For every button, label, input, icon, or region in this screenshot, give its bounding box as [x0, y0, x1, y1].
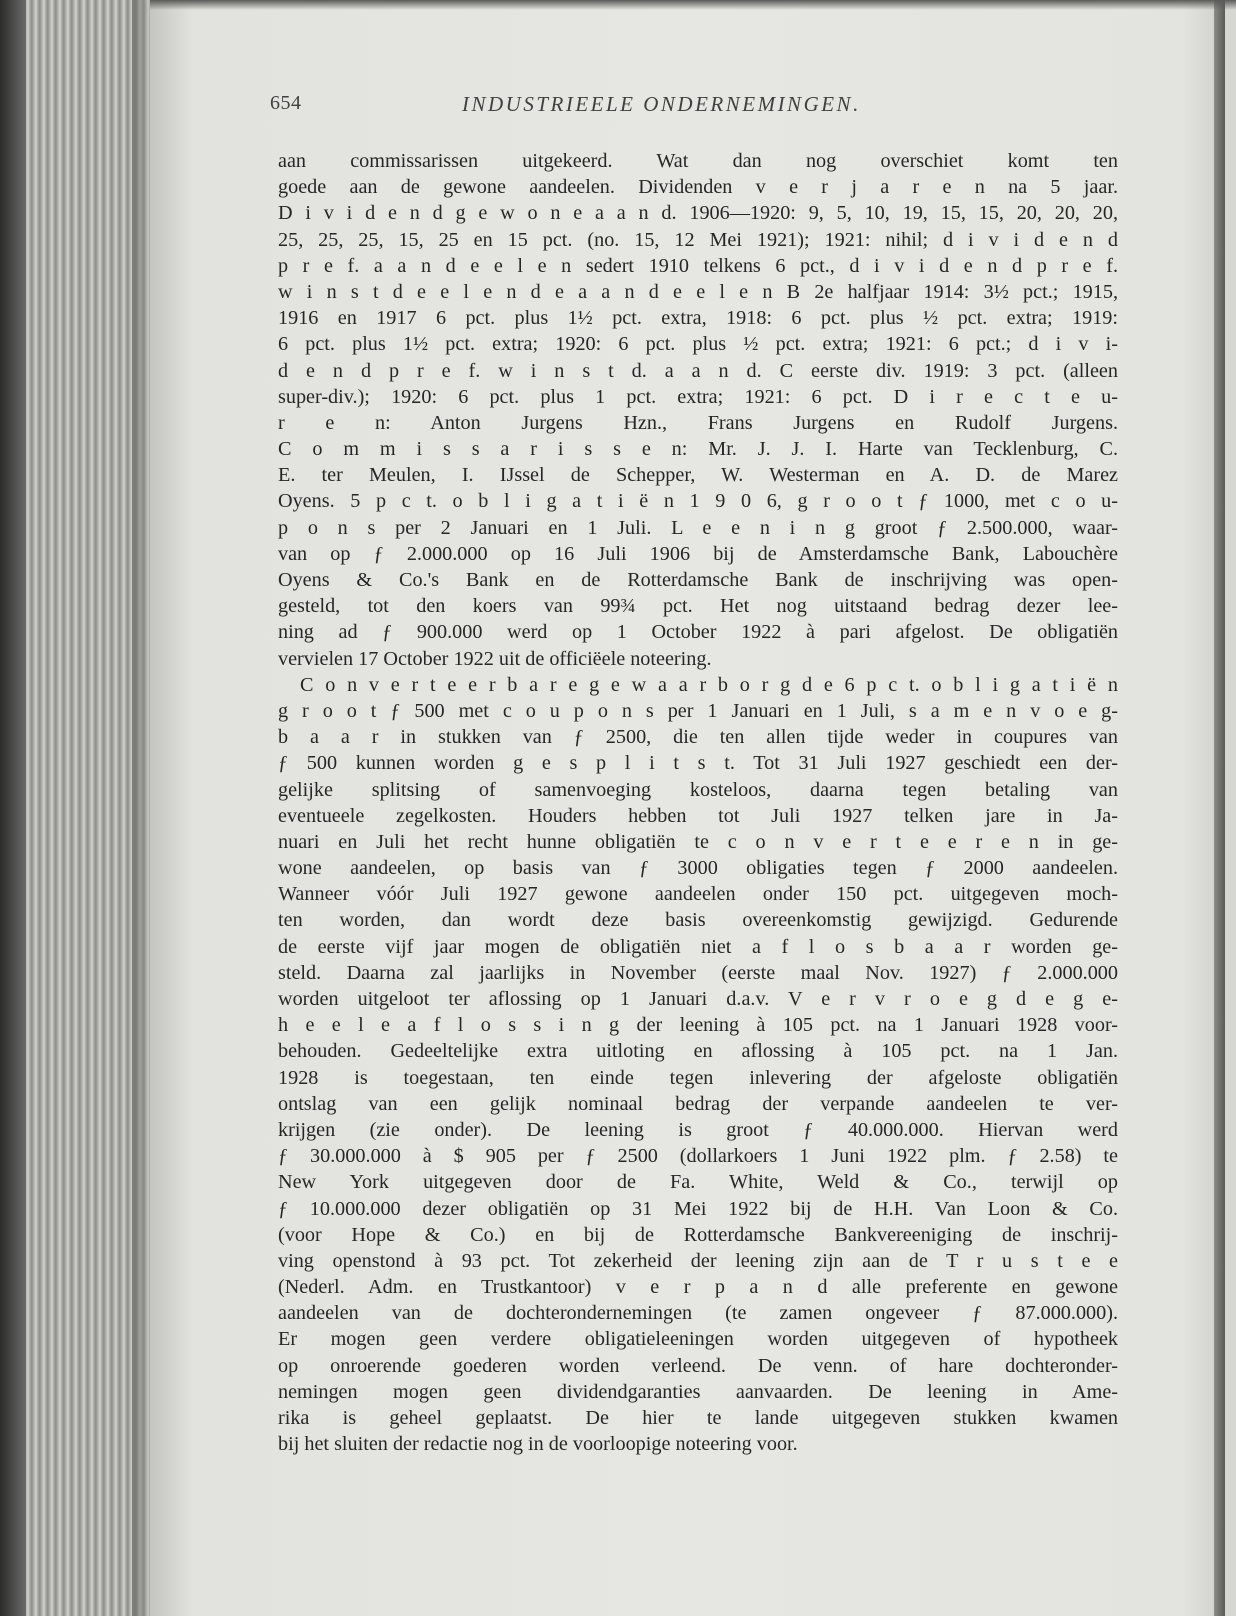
text-line: steld. Daarna zal jaarlijks in November (eerste maal Nov. 1927) ƒ 2.000.000	[278, 961, 1118, 984]
text-line: r e n: Anton Jurgens Hzn., Frans Jurgens en Rudolf Jurgens.	[278, 411, 1118, 434]
text-line: h e e l e a f l o s s i n g der leening à 105 pct. na 1 Januari 1928 voor-	[278, 1014, 1118, 1037]
text-line: super-div.); 1920: 6 pct. plus 1 pct. extra; 1921: 6 pct. D i r e c t e u-	[278, 385, 1118, 408]
text-line: ƒ 10.000.000 dezer obligatiën op 31 Mei 1922 bij de H.H. Van Loon & Co.	[278, 1197, 1118, 1220]
text-line: w i n s t d e e l e n d e a a n d e e l e n B 2e halfjaar 1914: 3½ pct.; 1915,	[278, 280, 1118, 303]
text-line: ƒ 500 kunnen worden g e s p l i t s t. Tot 31 Juli 1927 geschiedt een der-	[278, 752, 1118, 775]
book-spine-shadow	[0, 0, 26, 1616]
text-line: van op ƒ 2.000.000 op 16 Juli 1906 bij de Amsterdamsche Bank, Labouchère	[278, 542, 1118, 565]
text-line: (Nederl. Adm. en Trustkantoor) v e r p a n d alle preferente en gewone	[278, 1276, 1118, 1299]
text-line: ontslag van een gelijk nominaal bedrag der verpande aandeelen te ver-	[278, 1092, 1118, 1115]
text-line: worden uitgeloot ter aflossing op 1 Januari d.a.v. V e r v r o e g d e g e-	[278, 988, 1118, 1010]
text-line: b a a r in stukken van ƒ 2500, die ten allen tijde weder in coupures van	[278, 726, 1118, 749]
page-right-edge	[1214, 0, 1225, 1616]
text-line: p o n s per 2 Januari en 1 Juli. L e e n i n g groot ƒ 2.500.000, waar-	[278, 516, 1118, 539]
text-line: Er mogen geen verdere obligatieleeningen worden uitgegeven of hypotheek	[278, 1328, 1118, 1351]
body-text	[278, 148, 1118, 1457]
text-line: de eerste vijf jaar mogen de obligatiën niet a f l o s b a a r worden ge-	[278, 935, 1118, 958]
text-line: goede aan de gewone aandeelen. Dividenden v e r j a r e n na 5 jaar.	[278, 176, 1118, 199]
text-line: Oyens. 5 p c t. o b l i g a t i ë n 1 9 0 6, g r o o t ƒ 1000, met c o u-	[278, 490, 1118, 513]
text-line: d e n d p r e f. w i n s t d. a a n d. C eerste div. 1919: 3 pct. (alleen	[278, 359, 1118, 382]
text-line: C o m m i s s a r i s s e n: Mr. J. J. I. Harte van Tecklenburg, C.	[278, 438, 1118, 461]
page-number: 654	[270, 92, 302, 114]
text-line: New York uitgegeven door de Fa. White, Weld & Co., terwijl op	[278, 1171, 1118, 1194]
text-line: g r o o t ƒ 500 met c o u p o n s per 1 Januari en 1 Juli, s a m e n v o e g-	[278, 699, 1118, 722]
text-line: 1928 is toegestaan, ten einde tegen inlevering der afgeloste obligatiën	[278, 1066, 1118, 1089]
text-line: vervielen 17 October 1922 uit de officiëele noteering.	[278, 647, 712, 670]
text-line: ƒ 30.000.000 à $ 905 per ƒ 2500 (dollarkoers 1 Juni 1922 plm. ƒ 2.58) te	[278, 1145, 1118, 1168]
running-title: INDUSTRIEELE ONDERNEMINGEN.	[462, 92, 861, 116]
text-line: ving openstond à 93 pct. Tot zekerheid der leening zijn aan de T r u s t e e	[278, 1249, 1118, 1272]
text-line: Wanneer vóór Juli 1927 gewone aandeelen onder 150 pct. uitgegeven moch-	[278, 883, 1118, 906]
running-header	[270, 92, 1130, 122]
text-line: gesteld, tot den koers van 99¾ pct. Het nog uitstaand bedrag dezer lee-	[278, 595, 1118, 618]
text-line: aan commissarissen uitgekeerd. Wat dan nog overschiet komt ten	[278, 150, 1118, 172]
text-line: ten worden, dan wordt deze basis overeenkomstig gewijzigd. Gedurende	[278, 909, 1118, 932]
text-line: p r e f. a a n d e e l e n sedert 1910 telkens 6 pct., d i v i d e n d p r e f.	[278, 254, 1118, 277]
text-line: (voor Hope & Co.) en bij de Rotterdamsche Bankvereeniging de inschrij-	[278, 1223, 1118, 1246]
text-line: 1916 en 1917 6 pct. plus 1½ pct. extra, 1918: 6 pct. plus ½ pct. extra; 1919:	[278, 307, 1118, 330]
text-line: op onroerende goederen worden verleend. De venn. of hare dochteronder-	[278, 1354, 1118, 1377]
text-line: gelijke splitsing of samenvoeging kosteloos, daarna tegen betaling van	[278, 778, 1118, 801]
page-top-edge	[150, 0, 1236, 10]
text-line: 6 pct. plus 1½ pct. extra; 1920: 6 pct. plus ½ pct. extra; 1921: 6 pct.; d i v i-	[278, 333, 1118, 356]
text-line: eventueele zegelkosten. Houders hebben tot Juli 1927 telken jare in Ja-	[278, 804, 1118, 827]
text-line: wone aandeelen, op basis van ƒ 3000 obligaties tegen ƒ 2000 aandeelen.	[278, 857, 1118, 880]
text-line: bij het sluiten der redactie nog in de voorloopige noteering voor.	[278, 1433, 798, 1456]
text-line: ning ad ƒ 900.000 werd op 1 October 1922 à pari afgelost. De obligatiën	[278, 621, 1118, 644]
text-line: Oyens & Co.'s Bank en de Rotterdamsche Bank de inschrijving was open-	[278, 569, 1118, 591]
text-line: aandeelen van de dochterondernemingen (te zamen ongeveer ƒ 87.000.000).	[278, 1302, 1118, 1325]
text-line: nuari en Juli het recht hunne obligatiën te c o n v e r t e e r e n in ge-	[278, 830, 1118, 853]
text-line: C o n v e r t e e r b a r e g e w a a r b o r g d e 6 p c t. o b l i g a t i ë n	[300, 673, 1118, 696]
text-line: D i v i d e n d g e w o n e a a n d. 1906—1920: 9, 5, 10, 19, 15, 15, 20, 20, 20,	[278, 202, 1118, 225]
text-line: rika is geheel geplaatst. De hier te lande uitgegeven stukken kwamen	[278, 1407, 1118, 1429]
text-line: nemingen mogen geen dividendgaranties aanvaarden. De leening in Ame-	[278, 1380, 1118, 1403]
text-line: 25, 25, 25, 15, 25 en 15 pct. (no. 15, 12 Mei 1921); 1921: nihil; d i v i d e n d	[278, 228, 1118, 251]
text-line: behouden. Gedeeltelijke extra uitloting en aflossing à 105 pct. na 1 Jan.	[278, 1040, 1118, 1063]
text-line: E. ter Meulen, I. IJssel de Schepper, W. Westerman en A. D. de Marez	[278, 464, 1118, 487]
text-line: krijgen (zie onder). De leening is groot ƒ 40.000.000. Hiervan werd	[278, 1118, 1118, 1141]
